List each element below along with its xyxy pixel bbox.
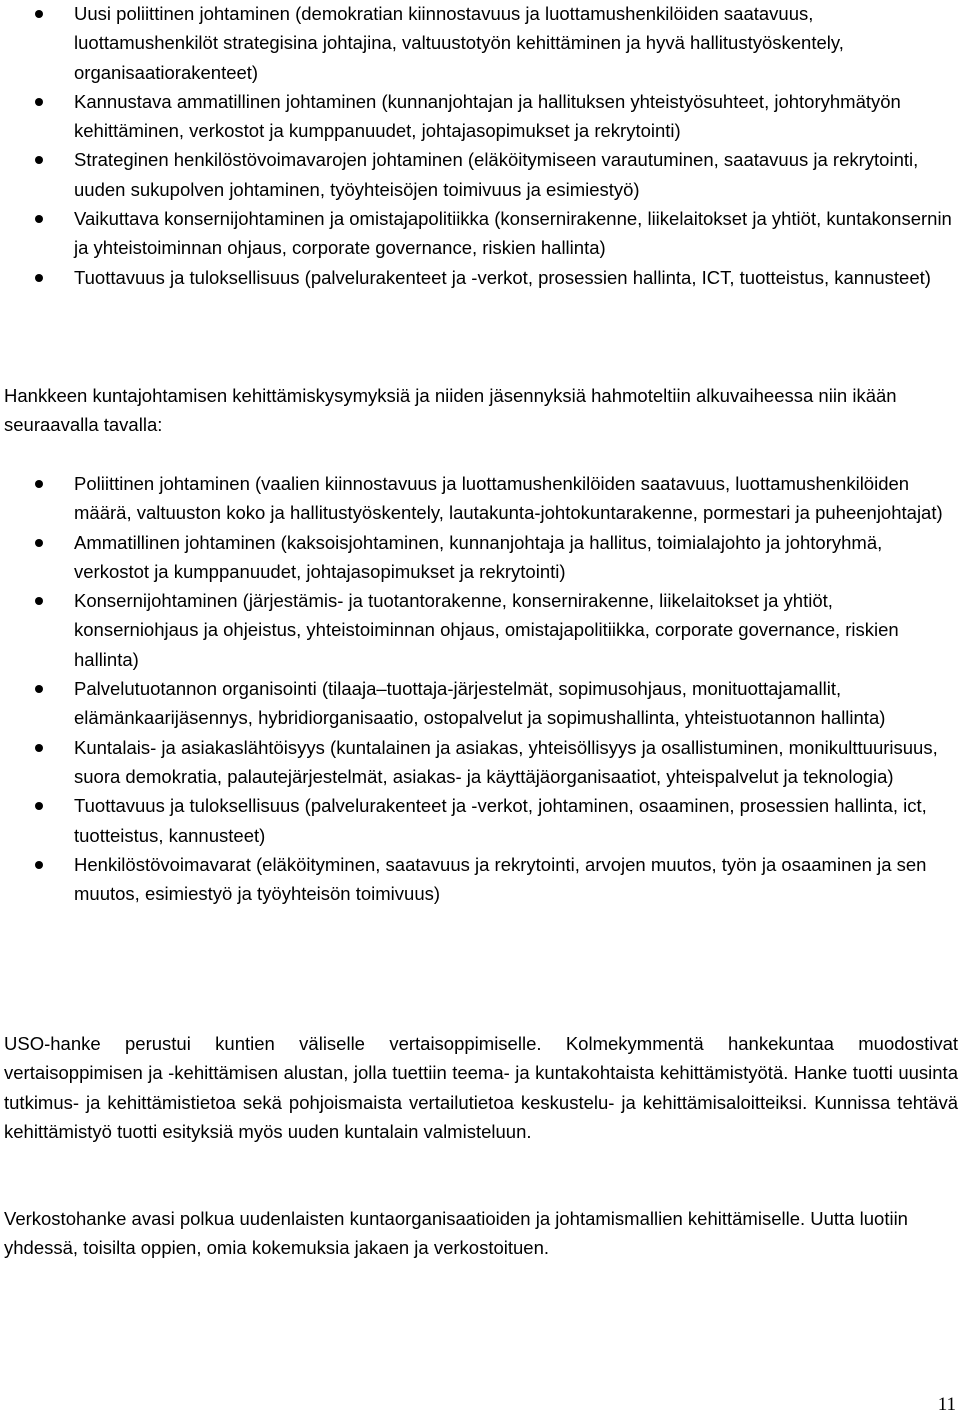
list-item xyxy=(0,145,960,204)
list-item xyxy=(0,0,960,87)
bullet-icon xyxy=(35,10,43,18)
development-areas-list xyxy=(0,0,960,292)
list-item xyxy=(0,87,960,146)
list-item-text: Kannustava ammatillinen johtaminen (kunnanjohtajan ja hallituksen yhteistyösuhteet, johtoryhmätyön kehittäminen, verkostot ja kumppanuudet, johtajasopimukset ja rekrytointi) xyxy=(74,90,901,142)
bullet-icon xyxy=(35,215,43,223)
list-item-text: Henkilöstövoimavarat (eläköityminen, saatavuus ja rekrytointi, arvojen muutos, työn ja osaaminen ja sen muutos, esimiestyö ja työyhteisön toimivuus) xyxy=(74,853,927,905)
list-item-text: Vaikuttava konsernijohtaminen ja omistajapolitiikka (konsernirakenne, liikelaitokset ja yhtiöt, kuntakonsernin ja yhteistoiminnan ohjaus, corporate governance, riskien hallinta) xyxy=(74,208,952,259)
list-item-text: Konsernijohtaminen (järjestämis- ja tuotantorakenne, konsernirakenne, liikelaitokset ja yhtiöt, konserniohjaus ja ohjeistus, yhteistoiminnan ohjaus, omistajapolitiikka, corporate governance, riskien hallinta) xyxy=(74,590,899,670)
list-item-text: Poliittinen johtaminen (vaalien kiinnostavuus ja luottamushenkilöiden saatavuus, luottamushenkilöiden määrä, valtuuston koko ja hallitustyöskentely, lautakunta-johtokuntarakenne, pormestari ja puheenjohtajat) xyxy=(74,473,943,524)
list-item xyxy=(0,469,960,528)
list-item xyxy=(0,528,960,587)
list-item xyxy=(0,850,960,909)
bullet-icon xyxy=(35,156,43,164)
bullet-icon xyxy=(35,274,43,282)
list-item-text: Tuottavuus ja tuloksellisuus (palvelurakenteet ja -verkot, prosessien hallinta, ICT, tuotteistus, kannusteet) xyxy=(74,266,931,288)
network-paragraph: Verkostohanke avasi polkua uudenlaisten kuntaorganisaatioiden ja johtamismallien kehittämiselle. Uutta luotiin yhdessä, toisilta oppien, omia kokemuksia jakaen ja verkostoituen. xyxy=(4,1208,908,1259)
list-item-text: Uusi poliittinen johtaminen (demokratian kiinnostavuus ja luottamushenkilöiden saatavuus, luottamushenkilöt strategisina johtajina, valtuustotyön kehittäminen ja hyvä hallitustyöskentely, organisaatiorakenteet) xyxy=(74,3,844,83)
uso-paragraph: USO-hanke perustui kuntien väliselle vertaisoppimiselle. Kolmekymmentä hankekuntaa muodostivat vertaisoppimisen ja -kehittämisen alustan, jolla tuettiin teema- ja kuntakohtaista kehittämistyötä. Hanke tuotti uusinta tutkimus- ja kehittämistietoa sekä pohjoismaista vertailutietoa keskustelu- ja kehittämisaloitteiksi. Kunnissa tehtävä kehittämistyö tuotti esityksiä myös uuden kuntalain valmisteluun. xyxy=(4,1033,958,1142)
bullet-icon xyxy=(35,861,43,869)
list-item-text: Ammatillinen johtaminen (kaksoisjohtaminen, kunnanjohtaja ja hallitus, toimialajohto ja johtoryhmä, verkostot ja kumppanuudet, johtajasopimukset ja rekrytointi) xyxy=(74,531,883,582)
list-item-text: Strateginen henkilöstövoimavarojen johtaminen (eläköitymiseen varautuminen, saatavuus ja rekrytointi, uuden sukupolven johtaminen, työyhteisöjen toimivuus ja esimiestyö) xyxy=(74,149,919,200)
list-item xyxy=(0,733,960,792)
list-item-text: Tuottavuus ja tuloksellisuus (palvelurakenteet ja -verkot, johtaminen, osaaminen, prosessien hallinta, ict, tuotteistus, kannusteet) xyxy=(74,795,927,846)
intro-paragraph: Hankkeen kuntajohtamisen kehittämiskysymyksiä ja niiden jäsennyksiä hahmoteltiin alkuvaiheessa niin ikään seuraavalla tavalla: xyxy=(4,385,897,436)
bullet-icon xyxy=(35,98,43,106)
bullet-icon xyxy=(35,744,43,752)
bullet-icon xyxy=(35,802,43,810)
development-questions-list xyxy=(0,469,960,908)
list-item-text: Palvelutuotannon organisointi (tilaaja–tuottaja-järjestelmät, sopimusohjaus, monituottajamallit, elämänkaarijäsennys, hybridiorganisaatio, ostopalvelut ja sopimushallinta, yhteistuotannon hallinta) xyxy=(74,678,886,729)
bullet-icon xyxy=(35,480,43,488)
page-number: 11 xyxy=(937,1394,956,1415)
list-item xyxy=(0,791,960,850)
list-item xyxy=(0,263,960,292)
bullet-icon xyxy=(35,597,43,605)
list-item-text: Kuntalais- ja asiakaslähtöisyys (kuntalainen ja asiakas, yhteisöllisyys ja osallistuminen, monikulttuurisuus, suora demokratia, palautejärjestelmät, asiakas- ja käyttäjäorganisaatiot, yhteispalvelut ja teknologia) xyxy=(74,736,938,787)
list-item xyxy=(0,204,960,263)
list-item xyxy=(0,674,960,733)
bullet-icon xyxy=(35,685,43,693)
bullet-icon xyxy=(35,539,43,547)
list-item xyxy=(0,586,960,674)
